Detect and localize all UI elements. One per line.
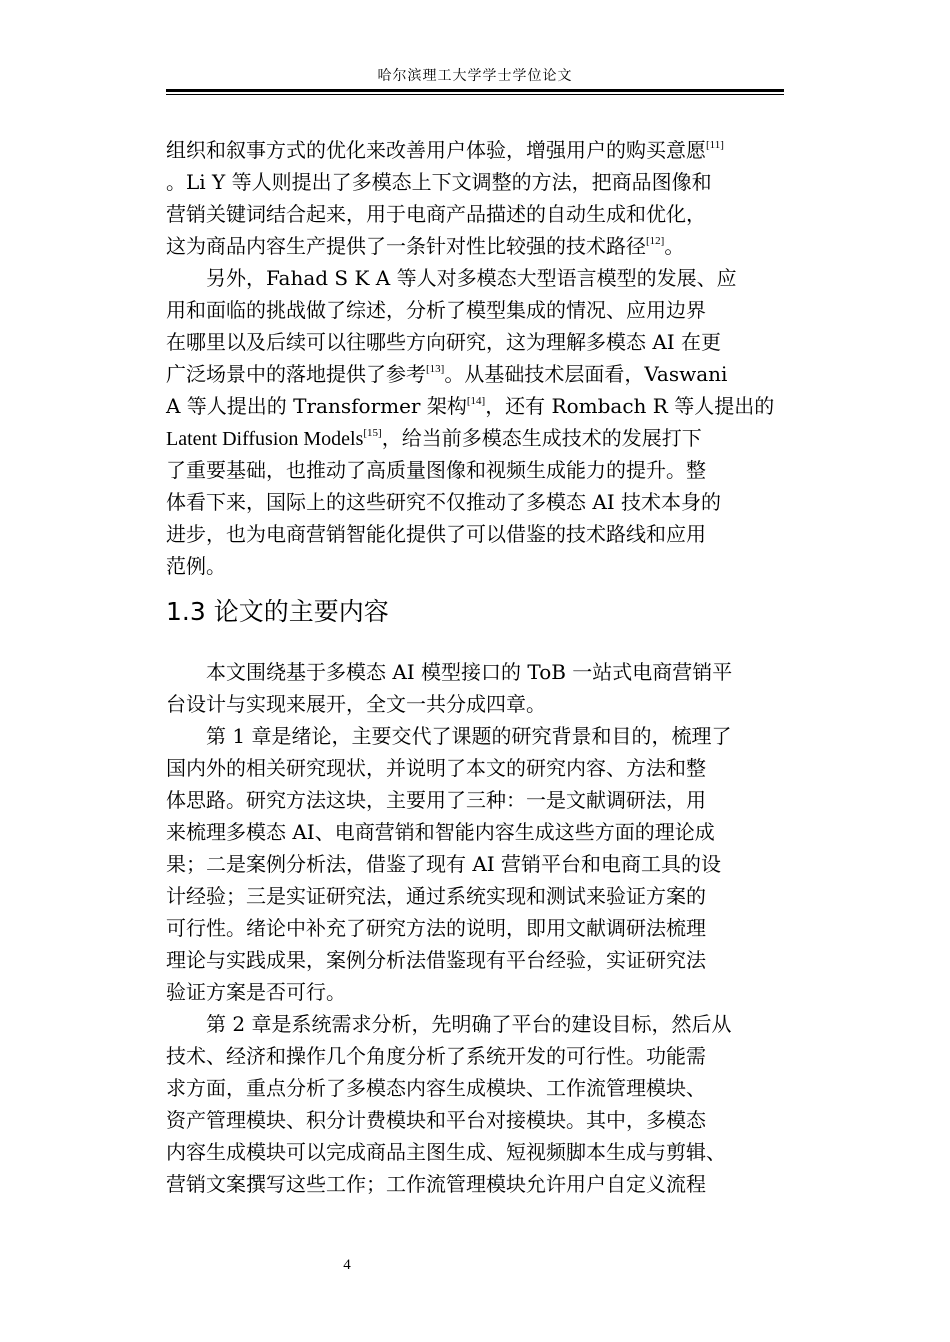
text-line: 理论与实践成果，案例分析法借鉴现有平台经验，实证研究法 xyxy=(166,948,706,972)
text-line: Latent Diffusion Models[15]，给当前多模态生成技术的发展打下 xyxy=(166,426,702,450)
text-line: 资产管理模块、积分计费模块和平台对接模块。其中，多模态 xyxy=(166,1108,706,1132)
text-line: 营销关键词结合起来，用于电商产品描述的自动生成和优化， xyxy=(166,202,706,226)
text-line: A 等人提出的 Transformer 架构[14]，还有 Rombach R 等人提出的 xyxy=(166,394,775,418)
citation: [12] xyxy=(646,235,665,247)
text-line: 组织和叙事方式的优化来改善用户体验，增强用户的购买意愿[11] xyxy=(166,138,724,162)
text-line: 在哪里以及后续可以往哪些方向研究，这为理解多模态 AI 在更 xyxy=(166,330,722,354)
text-line: 果；二是案例分析法，借鉴了现有 AI 营销平台和电商工具的设 xyxy=(166,852,722,876)
text-line: 这为商品内容生产提供了一条针对性比较强的技术路径[12]。 xyxy=(166,234,685,258)
text-line: 体看下来，国际上的这些研究不仅推动了多模态 AI 技术本身的 xyxy=(166,490,722,514)
text-line: 本文围绕基于多模态 AI 模型接口的 ToB 一站式电商营销平 xyxy=(166,660,733,684)
text-line: 用和面临的挑战做了综述，分析了模型集成的情况、应用边界 xyxy=(166,298,706,322)
text-line: 内容生成模块可以完成商品主图生成、短视频脚本生成与剪辑、 xyxy=(166,1140,726,1164)
header-rule-thick xyxy=(166,89,784,92)
text-line: 。Li Y 等人则提出了多模态上下文调整的方法，把商品图像和 xyxy=(166,170,712,194)
text-line: 第 1 章是绪论，主要交代了课题的研究背景和目的，梳理了 xyxy=(166,724,732,748)
text-line: 技术、经济和操作几个角度分析了系统开发的可行性。功能需 xyxy=(166,1044,706,1068)
page-number: 4 xyxy=(343,1257,351,1273)
header-rule-thin xyxy=(166,94,784,95)
text-line: 广泛场景中的落地提供了参考[13]。从基础技术层面看，Vaswani xyxy=(166,362,728,386)
header-title: 哈尔滨理工大学学士学位论文 xyxy=(377,69,573,84)
text-line: 体思路。研究方法这块，主要用了三种：一是文献调研法，用 xyxy=(166,788,706,812)
text-line: 另外，Fahad S K A 等人对多模态大型语言模型的发展、应 xyxy=(166,266,737,290)
section-heading: 1.3 论文的主要内容 xyxy=(166,597,389,626)
text-line: 来梳理多模态 AI、电商营销和智能内容生成这些方面的理论成 xyxy=(166,820,715,844)
text-line: 求方面，重点分析了多模态内容生成模块、工作流管理模块、 xyxy=(166,1076,706,1100)
text-line: 营销文案撰写这些工作；工作流管理模块允许用户自定义流程 xyxy=(166,1172,706,1196)
text-line: 了重要基础，也推动了高质量图像和视频生成能力的提升。整 xyxy=(166,458,706,482)
text-line: 验证方案是否可行。 xyxy=(166,980,346,1004)
text-line: 台设计与实现来展开，全文一共分成四章。 xyxy=(166,692,546,716)
citation: [15] xyxy=(363,427,382,439)
text-line: 范例。 xyxy=(166,554,226,578)
citation: [11] xyxy=(706,139,724,151)
citation: [13] xyxy=(426,363,445,375)
citation: [14] xyxy=(466,395,486,407)
text-line: 计经验；三是实证研究法，通过系统实现和测试来验证方案的 xyxy=(166,884,706,908)
text-line: 进步，也为电商营销智能化提供了可以借鉴的技术路线和应用 xyxy=(166,522,706,546)
text-line: 可行性。绪论中补充了研究方法的说明，即用文献调研法梳理 xyxy=(166,916,706,940)
text-line: 国内外的相关研究现状，并说明了本文的研究内容、方法和整 xyxy=(166,756,706,780)
text-line: 第 2 章是系统需求分析，先明确了平台的建设目标，然后从 xyxy=(166,1012,732,1036)
